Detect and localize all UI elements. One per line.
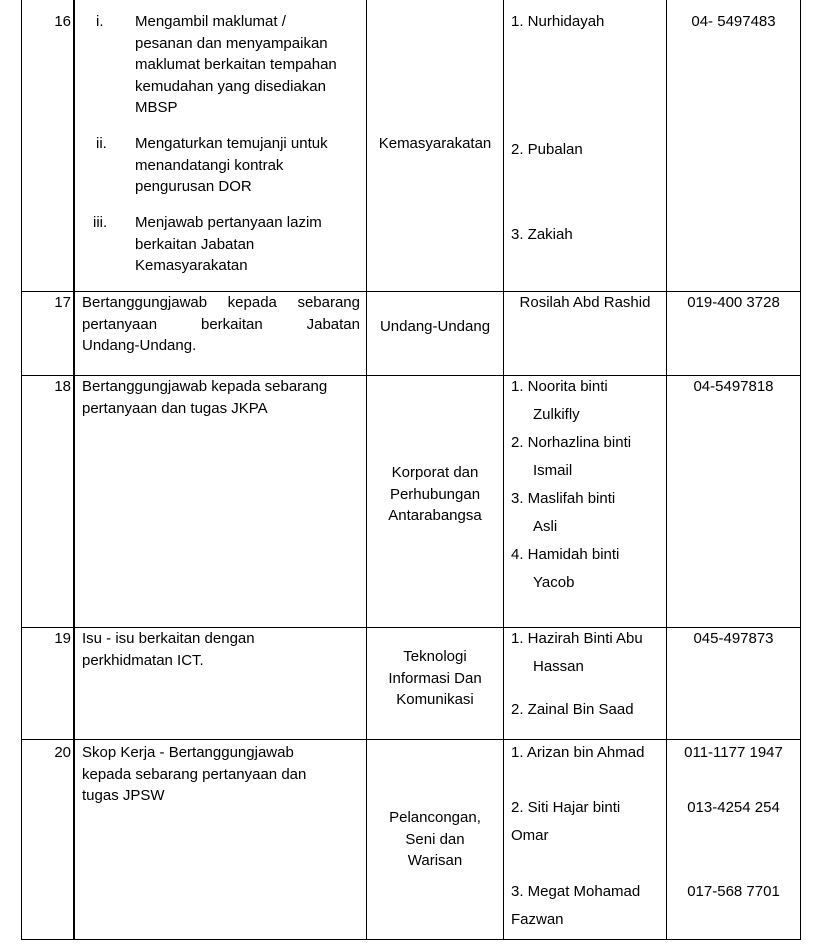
officer: Rosilah Abd Rashid: [519, 294, 651, 311]
task-line: Menjawab pertanyaan lazim: [135, 214, 322, 231]
department: Korporat dan: [391, 464, 479, 481]
row-number: 17: [54, 294, 71, 311]
phone: 04- 5497483: [691, 13, 776, 30]
task-line: pesanan dan menyampaikan: [135, 34, 328, 52]
officer: 3. Zakiah: [511, 226, 573, 243]
task-line: pertanyaan dan tugas JKPA: [82, 399, 268, 417]
department: Teknologi: [403, 648, 467, 665]
officer: Ismail: [533, 462, 573, 479]
department: Seni dan: [405, 830, 465, 848]
officer: 4. Hamidah binti: [511, 546, 620, 563]
phone: 019-400 3728: [687, 294, 780, 311]
task-numeral: iii.: [93, 214, 108, 231]
task-line: Mengambil maklumat /: [135, 13, 286, 30]
row-number: 18: [54, 378, 71, 395]
task-line: kepada sebarang pertanyaan dan: [82, 765, 307, 783]
officer: 1. Nurhidayah: [511, 13, 605, 30]
officer: Fazwan: [511, 911, 564, 928]
department: Kemasyarakatan: [378, 135, 492, 152]
officer: Asli: [533, 518, 558, 535]
officer: 1. Noorita binti: [511, 378, 608, 395]
officer: 2. Zainal Bin Saad: [511, 701, 634, 718]
officer: 3. Maslifah binti: [511, 490, 616, 507]
officer: 3. Megat Mohamad: [511, 883, 641, 900]
officer: 1. Arizan bin Ahmad: [511, 744, 645, 761]
officer: Hassan: [533, 658, 584, 675]
task-line: Mengaturkan temujanji untuk: [135, 135, 328, 152]
department: Undang-Undang: [379, 318, 491, 335]
task-line: menandatangi kontrak: [135, 156, 284, 174]
task-line: Bertanggungjawab kepada sebarang: [82, 294, 360, 311]
task-line: berkaitan Jabatan: [135, 235, 255, 253]
officer: 2. Pubalan: [511, 141, 583, 158]
task-line: kemudahan yang disediakan: [135, 77, 326, 95]
task-numeral: i.: [96, 13, 104, 30]
phone: 045-497873: [693, 630, 774, 647]
task-line: Undang-Undang.: [82, 337, 197, 354]
officer: Omar: [511, 827, 549, 844]
department: Perhubungan: [389, 485, 481, 503]
task-line: Skop Kerja - Bertanggungjawab: [82, 744, 294, 761]
task-line: Isu - isu berkaitan dengan: [82, 630, 255, 647]
row-number: 19: [54, 630, 71, 647]
phone: 017-568 7701: [687, 883, 780, 900]
task-line: tugas JPSW: [82, 787, 165, 804]
officer: 1. Hazirah Binti Abu: [511, 630, 643, 647]
row-number: 20: [54, 744, 71, 761]
department: Antarabangsa: [388, 507, 482, 524]
task-line: Kemasyarakatan: [135, 257, 248, 274]
officer: 2. Siti Hajar binti: [511, 799, 621, 816]
department: Informasi Dan: [388, 669, 482, 687]
department: Pelancongan,: [389, 809, 481, 826]
task-line: pertanyaan berkaitan Jabatan: [82, 315, 360, 333]
task-line: perkhidmatan ICT.: [82, 651, 204, 669]
phone: 04-5497818: [693, 378, 774, 395]
department: Warisan: [407, 852, 463, 869]
task-numeral: ii.: [96, 135, 107, 152]
row-number: 16: [54, 13, 71, 30]
task-line: pengurusan DOR: [135, 178, 252, 195]
officer: Zulkifly: [533, 406, 580, 423]
task-line: maklumat berkaitan tempahan: [135, 56, 337, 73]
phone: 013-4254 254: [687, 799, 780, 816]
officer: Yacob: [533, 574, 575, 591]
phone: 011-1177 1947: [684, 744, 783, 761]
task-line: MBSP: [135, 99, 178, 116]
department: Komunikasi: [396, 691, 474, 708]
task-line: Bertanggungjawab kepada sebarang: [82, 378, 328, 395]
officer: 2. Norhazlina binti: [511, 434, 632, 451]
